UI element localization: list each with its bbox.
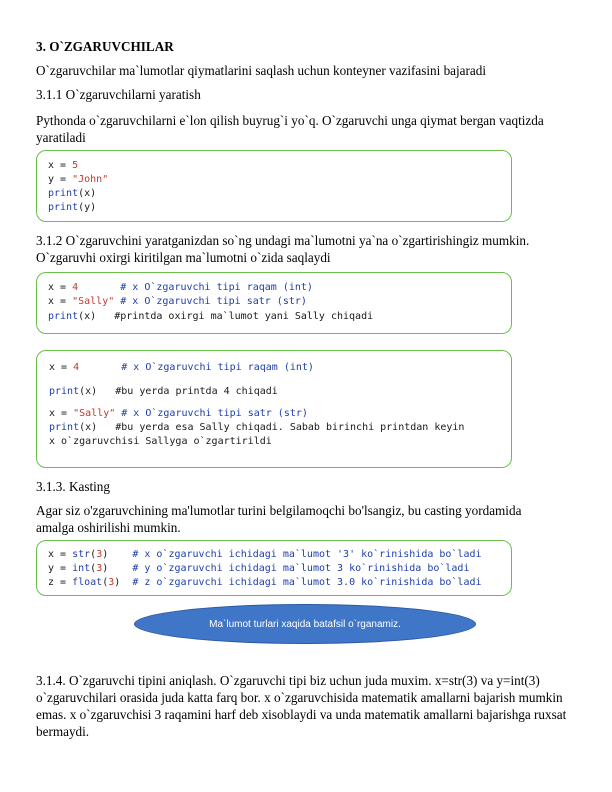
subsection-title-3-1-3: 3.1.3. Kasting	[36, 479, 110, 494]
code-line: print(x) #printda oxirgi ma`lumot yani Sally chiqadi	[48, 311, 374, 322]
paragraph-3-1-3: Agar siz o'zgaruvchining ma'lumotlar turini belgilamoqchi bo'lsangiz, bu casting yordamida amalga oshirilishi mumkin.	[36, 503, 522, 535]
intro-paragraph: O`zgaruvchilar ma`lumotlar qiymatlarini saqlash uchun konteyner vazifasini bajaradi	[36, 63, 487, 78]
code-line: x = 4 # x O`zgaruvchi tipi raqam (int)	[48, 282, 313, 293]
code-line: x o`zgaruvchisi Sallyga o`zgartirildi	[49, 436, 272, 447]
code-line: print(y)	[48, 202, 97, 213]
code-line: print(x)	[48, 188, 97, 199]
subsection-title-3-1-2-cont: O`zgaruvhi oxirgi kiritilgan ma`lumotni o`zida saqlaydi	[36, 250, 331, 265]
code-block-3	[36, 350, 512, 468]
code-line: y = "John"	[48, 174, 109, 185]
code-line: print(x) #bu yerda printda 4 chiqadi	[49, 386, 278, 397]
subsection-title-3-1-1: 3.1.1 O`zgaruvchilarni yaratish	[36, 87, 201, 102]
code-line: x = "Sally" # x O`zgaruvchi tipi satr (str)	[49, 408, 308, 419]
callout-text: Ma`lumot turlari xaqida batafsil o`rganamiz.	[209, 618, 401, 630]
code-line: y = int(3) # y o`zgaruvchi ichidagi ma`lumot 3 ko`rinishida bo`ladi	[48, 563, 470, 574]
code-line: print(x) #bu yerda esa Sally chiqadi. Sabab birinchi printdan keyin	[49, 422, 465, 433]
code-block-4	[36, 540, 512, 596]
code-line: x = str(3) # x o`zgaruvchi ichidagi ma`lumot '3' ko`rinishida bo`ladi	[48, 549, 482, 560]
code-block-2	[36, 272, 512, 334]
subsection-title-3-1-2: 3.1.2 O`zgaruvchini yaratganizdan so`ng undagi ma`lumotni ya`na o`zgartirishingiz mumkin.	[36, 233, 530, 248]
code-line: x = "Sally" # x O`zgaruvchi tipi satr (str)	[48, 296, 307, 307]
paragraph-3-1-4: 3.1.4. O`zgaruvchi tipini aniqlash. O`zgaruvchi tipi biz uchun juda muxim. x=str(3) va y=int(3) o`zgaruvchilari orasida juda katta farq bor. x o`zgaruvchisida matematik amallarni bajarish mumkin emas. x o`zgaruvchisi 3 raqamini harf deb xisoblaydi va unda matematik amallarni bajarishga ruxsat bermaydi.	[36, 673, 567, 739]
code-line: z = float(3) # z o`zgaruvchi ichidagi ma`lumot 3.0 ko`rinishida bo`ladi	[48, 577, 482, 588]
code-line: x = 4 # x O`zgaruvchi tipi raqam (int)	[49, 362, 314, 373]
code-block-1	[36, 150, 512, 222]
section-heading: 3. O`ZGARUVCHILAR	[36, 39, 174, 54]
paragraph-3-1-1: Pythonda o`zgaruvchilarni e`lon qilish buyrug`i yo`q. O`zgaruvchi unga qiymat bergan vaqtizda yaratiladi	[36, 113, 544, 145]
callout-oval	[134, 604, 476, 644]
code-line: x = 5	[48, 160, 79, 171]
